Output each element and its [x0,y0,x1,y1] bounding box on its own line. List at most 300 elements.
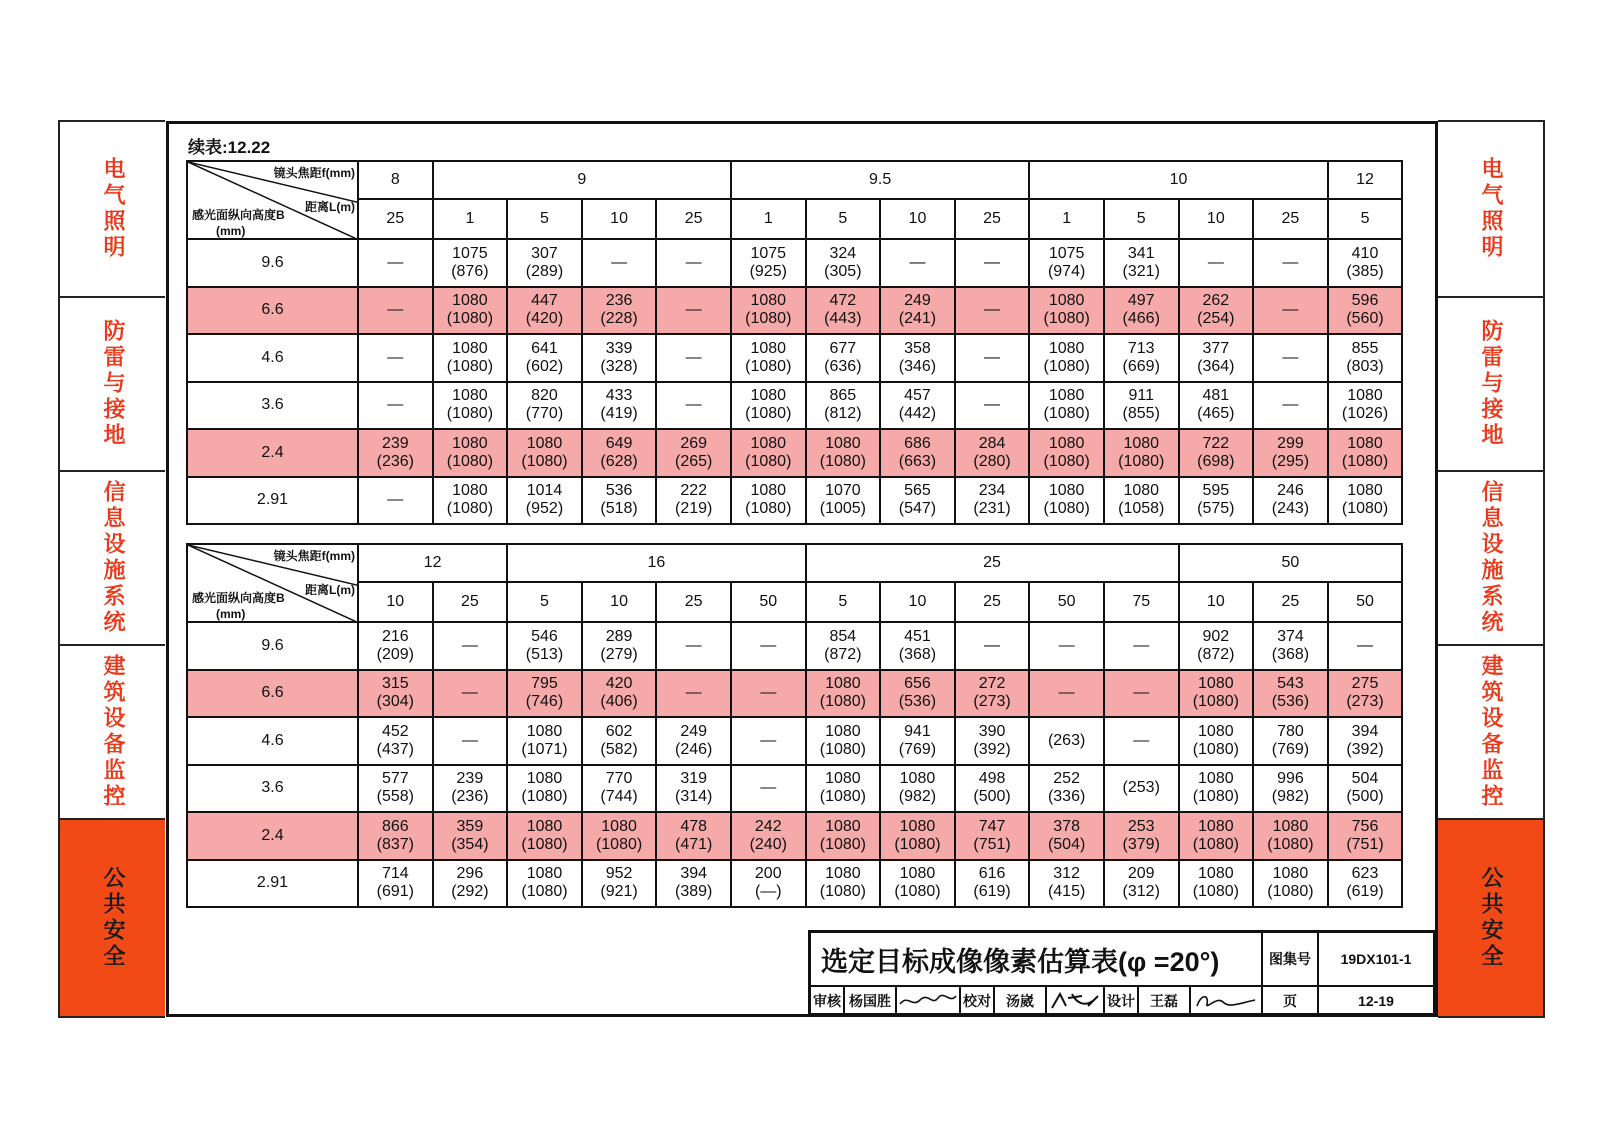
pixel-value-alt: (—) [754,883,782,901]
pixel-value: — [1133,684,1150,702]
pixel-value: — [1282,253,1299,271]
pixel-value: — [685,253,702,271]
pixel-value: 656 [904,675,931,693]
pixel-value: 1080 [825,770,861,788]
pixel-value: 1080 [1048,482,1085,500]
pixel-value: 1080 [1198,675,1234,693]
pixel-cell [656,382,731,430]
pixel-value-alt: (1080) [1192,883,1239,901]
right-section-0[interactable] [1438,122,1543,298]
pixel-cell [582,334,657,382]
pixel-value-alt: (1080) [1192,740,1239,758]
section-label: 建筑设备监控 [100,654,125,810]
pixel-cell [582,429,657,477]
pixel-value-alt: (1080) [819,883,866,901]
reviewer-signature-icon [898,990,958,1012]
distance-header: 25 [955,199,1030,239]
distance-header: 25 [955,582,1030,622]
pixel-value-alt: (1080) [521,788,568,806]
pixel-value-alt: (346) [898,357,937,375]
pixel-value-alt: (982) [898,788,937,806]
pixel-value: 686 [904,434,931,452]
pixel-cell [507,287,582,335]
pixel-value: 478 [680,817,708,835]
distance-label: 距离L(m) [305,200,355,214]
pixel-value-alt: (1080) [819,835,866,853]
designer-signature [1191,987,1263,1015]
pixel-value-alt: (1080) [745,310,792,328]
pixel-value-alt: (253) [1122,779,1160,797]
pixel-value: 996 [1277,770,1304,788]
distance-header: 5 [507,582,582,622]
pixel-value-alt: (744) [600,788,638,806]
pixel-value-alt: (558) [376,788,414,806]
corner-header-cell [187,161,358,239]
pixel-cell [582,717,657,765]
checker-signature-icon [1048,990,1102,1012]
pixel-value: 200 [754,865,782,883]
pixel-cell [507,812,582,860]
pixel-value: 236 [605,292,633,310]
table-caption: 续表:12.22 [188,138,271,157]
pixel-value: 1075 [1048,244,1085,262]
pixel-value-alt: (669) [1122,357,1160,375]
table-row [187,239,1402,287]
pixel-value-alt: (389) [674,883,713,901]
pixel-cell [582,622,657,670]
pixel-value-alt: (663) [898,452,937,470]
pixel-value-alt: (837) [376,835,414,853]
pixel-value: 1080 [750,434,787,452]
pixel-value: 1080 [1198,865,1234,883]
distance-header: 5 [507,199,582,239]
height-value: 3.6 [187,382,358,430]
pixel-cell [731,717,806,765]
pixel-value: — [984,396,1001,414]
pixel-value: 1080 [1347,482,1383,500]
pixel-value: 1080 [1198,770,1234,788]
pixel-cell [806,860,881,908]
left-section-2[interactable] [60,472,165,646]
pixel-cell [955,717,1030,765]
pixel-value: 756 [1351,817,1379,835]
pixel-value: — [1133,636,1150,654]
distance-header: 10 [1179,582,1254,622]
atlas-number: 19DX101-1 [1340,951,1412,967]
pixel-value-alt: (1080) [819,693,866,711]
table-row [187,812,1402,860]
pixel-cell [1328,287,1403,335]
pixel-value: 420 [605,675,633,693]
pixel-value-alt: (328) [600,357,638,375]
focal-length-header: 10 [1029,161,1327,199]
pixel-value: 1080 [1048,387,1085,405]
pixel-cell [880,812,955,860]
pixel-cell [731,765,806,813]
pixel-value: 497 [1127,292,1155,310]
pixel-cell [1179,717,1254,765]
pixel-value-alt: (698) [1197,452,1235,470]
pixel-cell [433,765,508,813]
distance-header: 50 [1328,582,1403,622]
pixel-value-alt: (442) [898,405,937,423]
pixel-cell [1179,860,1254,908]
pixel-value: 222 [680,482,708,500]
pixel-cell [955,622,1030,670]
focal-length-label: 镜头焦距f(mm) [273,549,355,563]
pixel-value: — [685,348,702,366]
pixel-value: 1080 [1123,482,1160,500]
section-label: 防雷与接地 [1478,319,1503,449]
pixel-cell [358,622,433,670]
pixel-value: — [387,396,404,414]
pixel-value-alt: (872) [1197,645,1235,663]
designer-name: 王磊 [1139,987,1191,1015]
distance-header: 50 [1029,582,1104,622]
pixel-value-alt: (1080) [446,405,494,423]
pixel-value: — [387,348,404,366]
pixel-value-alt: (437) [376,740,414,758]
pixel-value: 543 [1277,675,1304,693]
pixel-value-alt: (582) [600,740,638,758]
pixel-cell [880,670,955,718]
pixel-value: — [984,348,1001,366]
pixel-cell [806,287,881,335]
pixel-value-alt: (1080) [745,357,792,375]
height-value: 2.91 [187,860,358,908]
pixel-cell [1029,334,1104,382]
pixel-value-alt: (1005) [819,500,866,518]
pixel-value: 433 [605,387,633,405]
pixel-cell [358,812,433,860]
section-label: 建筑设备监控 [1478,654,1503,810]
pixel-cell [1029,287,1104,335]
pixel-value-alt: (575) [1197,500,1235,518]
pixel-cell [880,334,955,382]
pixel-value: 307 [531,244,558,262]
distance-header: 75 [1104,582,1179,622]
pixel-cell [1328,429,1403,477]
pixel-value-alt: (1080) [521,452,568,470]
pixel-value-alt: (304) [376,693,414,711]
pixel-value-alt: (769) [1271,740,1310,758]
table-row [187,382,1402,430]
pixel-cell [1104,477,1179,525]
pixel-value: 246 [1277,482,1304,500]
pixel-value-alt: (1080) [819,788,866,806]
distance-header: 25 [358,199,433,239]
distance-header: 25 [1253,199,1328,239]
table-row [187,670,1402,718]
pixel-value: 902 [1202,627,1230,645]
pixel-value: 296 [456,865,484,883]
right-section-4[interactable] [1438,820,1543,1016]
pixel-value-alt: (952) [525,500,564,518]
distance-header: 10 [880,582,955,622]
pixel-cell [358,382,433,430]
pixel-cell [1029,382,1104,430]
pixel-value: 649 [605,434,633,452]
pixel-value: 1080 [526,865,563,883]
pixel-value-alt: (279) [600,645,638,663]
pixel-value: 1080 [1048,434,1085,452]
pixel-cell [1029,717,1104,765]
pixel-value: 602 [605,722,633,740]
distance-header: 10 [358,582,433,622]
pixel-value-alt: (289) [525,262,564,280]
pixel-cell [433,287,508,335]
section-label: 电气照明 [1478,157,1503,261]
distance-header: 1 [731,199,806,239]
page-number: 12-19 [1358,993,1394,1009]
pixel-value: — [1058,684,1075,702]
pixel-cell [1179,382,1254,430]
pixel-value-alt: (1080) [745,452,792,470]
section-label: 电气照明 [100,157,125,261]
pixel-value-alt: (305) [824,262,862,280]
pixel-cell [507,622,582,670]
pixel-cell [880,287,955,335]
pixel-cell [358,429,433,477]
pixel-cell [1328,765,1403,813]
left-section-3[interactable] [60,646,165,820]
section-label: 信息设施系统 [1478,480,1503,636]
pixel-value: 911 [1128,387,1154,405]
pixel-cell [433,622,508,670]
focal-length-header: 12 [1328,161,1403,199]
height-value: 9.6 [187,239,358,287]
pixel-value: 249 [904,292,931,310]
pixel-value: — [387,253,404,271]
pixel-value-alt: (513) [525,645,564,663]
pixel-value: 1080 [526,434,563,452]
pixel-value-alt: (1080) [1043,500,1090,518]
pixel-value: 312 [1053,865,1080,883]
pixel-value-alt: (1080) [1043,405,1090,423]
pixel-value-alt: (1071) [521,740,568,758]
pixel-value-alt: (746) [525,693,564,711]
pixel-value-alt: (1080) [1043,357,1090,375]
pixel-value-alt: (1080) [1341,452,1389,470]
right-section-3[interactable] [1438,646,1543,820]
pixel-value-alt: (295) [1271,452,1310,470]
pixel-value: 677 [829,339,857,357]
pixel-value-alt: (392) [1346,740,1384,758]
pixel-value: 252 [1053,770,1080,788]
height-value: 2.4 [187,429,358,477]
pixel-cell [1104,382,1179,430]
left-section-1[interactable] [60,298,165,472]
pixel-cell [1104,239,1179,287]
pixel-cell [731,239,806,287]
pixel-value: 374 [1277,627,1304,645]
pixel-cell [955,860,1030,908]
pixel-value: — [461,636,478,654]
pixel-value: 216 [381,627,409,645]
pixel-value: 253 [1127,817,1155,835]
height-unit-label: (mm) [216,224,246,238]
section-label: 信息设施系统 [100,480,125,636]
pixel-cell [507,670,582,718]
pixel-cell [1253,812,1328,860]
pixel-cell [1104,334,1179,382]
pixel-value: 315 [381,675,409,693]
pixel-cell [1029,477,1104,525]
pixel-cell [1253,717,1328,765]
pixel-table-2 [186,543,1403,908]
corner-header-cell [187,544,358,622]
pixel-value: — [1058,636,1075,654]
pixel-cell [806,429,881,477]
pixel-cell [955,477,1030,525]
pixel-cell [880,429,955,477]
pixel-cell [1104,622,1179,670]
pixel-value-alt: (1080) [521,883,568,901]
distance-header: 25 [1253,582,1328,622]
pixel-value: 341 [1127,244,1155,262]
pixel-value: 1080 [899,865,936,883]
pixel-value: 451 [904,627,931,645]
pixel-cell [1253,287,1328,335]
pixel-value: 359 [456,817,484,835]
pixel-value: — [685,396,702,414]
pixel-value-alt: (368) [1271,645,1310,663]
table-row [187,765,1402,813]
pixel-cell [806,670,881,718]
pixel-value: 272 [978,675,1006,693]
pixel-value: 390 [978,722,1006,740]
pixel-cell [507,429,582,477]
pixel-value: 319 [680,770,708,788]
pixel-cell [1328,670,1403,718]
pixel-value-alt: (547) [898,500,937,518]
pixel-value: 1080 [825,722,861,740]
drawing-title: 选定目标成像像素估算表(φ =20°) [811,933,1263,985]
pixel-value: — [1282,301,1299,319]
pixel-value: 447 [531,292,558,310]
pixel-value-alt: (219) [674,500,713,518]
pixel-value-alt: (982) [1271,788,1310,806]
pixel-value: 1080 [526,817,563,835]
pixel-value-alt: (691) [376,883,414,901]
pixel-cell [1253,622,1328,670]
pixel-value: — [461,684,478,702]
pixel-value: — [760,779,777,797]
pixel-value: 394 [680,865,708,883]
pixel-cell [433,860,508,908]
pixel-value: 394 [1351,722,1379,740]
pixel-value-alt: (471) [674,835,713,853]
pixel-cell [507,382,582,430]
pixel-value: 339 [605,339,633,357]
right-section-1[interactable] [1438,298,1543,472]
pixel-value-alt: (812) [824,405,862,423]
pixel-value: 1080 [750,339,787,357]
pixel-cell [1179,765,1254,813]
pixel-cell [656,477,731,525]
pixel-value: 481 [1202,387,1230,405]
pixel-cell [1029,239,1104,287]
pixel-value: — [1357,636,1374,654]
pixel-value-alt: (265) [674,452,713,470]
pixel-cell [731,622,806,670]
distance-header: 5 [806,199,881,239]
pixel-value-alt: (243) [1271,500,1310,518]
pixel-value-alt: (263) [1047,731,1086,749]
pixel-cell [1253,765,1328,813]
pixel-value: 1070 [825,482,861,500]
pixel-value: — [387,491,404,509]
pixel-value-alt: (415) [1047,883,1086,901]
right-section-2[interactable] [1438,472,1543,646]
pixel-value: 855 [1351,339,1379,357]
pixel-value: 249 [680,722,708,740]
height-value: 3.6 [187,765,358,813]
pixel-cell [1104,860,1179,908]
pixel-cell [1104,670,1179,718]
pixel-cell [955,334,1030,382]
pixel-value-alt: (1026) [1341,405,1389,423]
left-section-0[interactable] [60,122,165,298]
pixel-value-alt: (1080) [745,405,792,423]
pixel-cell [1179,239,1254,287]
pixel-value: 1080 [750,292,787,310]
pixel-cell [1029,860,1104,908]
pixel-value-alt: (876) [451,262,489,280]
pixel-value: — [1282,396,1299,414]
pixel-cell [1328,477,1403,525]
pixel-cell [1029,670,1104,718]
pixel-value: 1075 [452,244,488,262]
pixel-value-alt: (500) [1346,788,1384,806]
pixel-cell [731,812,806,860]
left-section-4[interactable] [60,820,165,1016]
pixel-cell [955,429,1030,477]
pixel-cell [1328,334,1403,382]
pixel-cell [1029,429,1104,477]
pixel-cell [955,670,1030,718]
pixel-cell [806,382,881,430]
pixel-cell [1328,622,1403,670]
pixel-value-alt: (560) [1346,310,1384,328]
pixel-cell [880,382,955,430]
pixel-cell [656,334,731,382]
pixel-value-alt: (280) [973,452,1011,470]
right-section-sidebar [1438,120,1545,1018]
pixel-cell [731,429,806,477]
pixel-value: — [685,684,702,702]
pixel-cell [656,287,731,335]
pixel-value-alt: (1080) [1192,693,1239,711]
checker-name: 汤崴 [995,987,1047,1015]
pixel-cell [358,334,433,382]
pixel-value-alt: (443) [824,310,862,328]
pixel-value-alt: (803) [1346,357,1384,375]
pixel-cell [358,765,433,813]
pixel-value-alt: (228) [600,310,638,328]
pixel-value-alt: (420) [525,310,564,328]
distance-header: 25 [433,582,508,622]
pixel-value: 1080 [1347,434,1383,452]
title-block [808,930,1436,1016]
pixel-value-alt: (518) [600,500,638,518]
pixel-value-alt: (465) [1197,405,1235,423]
table-row [187,717,1402,765]
pixel-cell [1328,239,1403,287]
pixel-value-alt: (1080) [1341,500,1389,518]
pixel-cell [1328,860,1403,908]
pixel-value: 269 [680,434,708,452]
